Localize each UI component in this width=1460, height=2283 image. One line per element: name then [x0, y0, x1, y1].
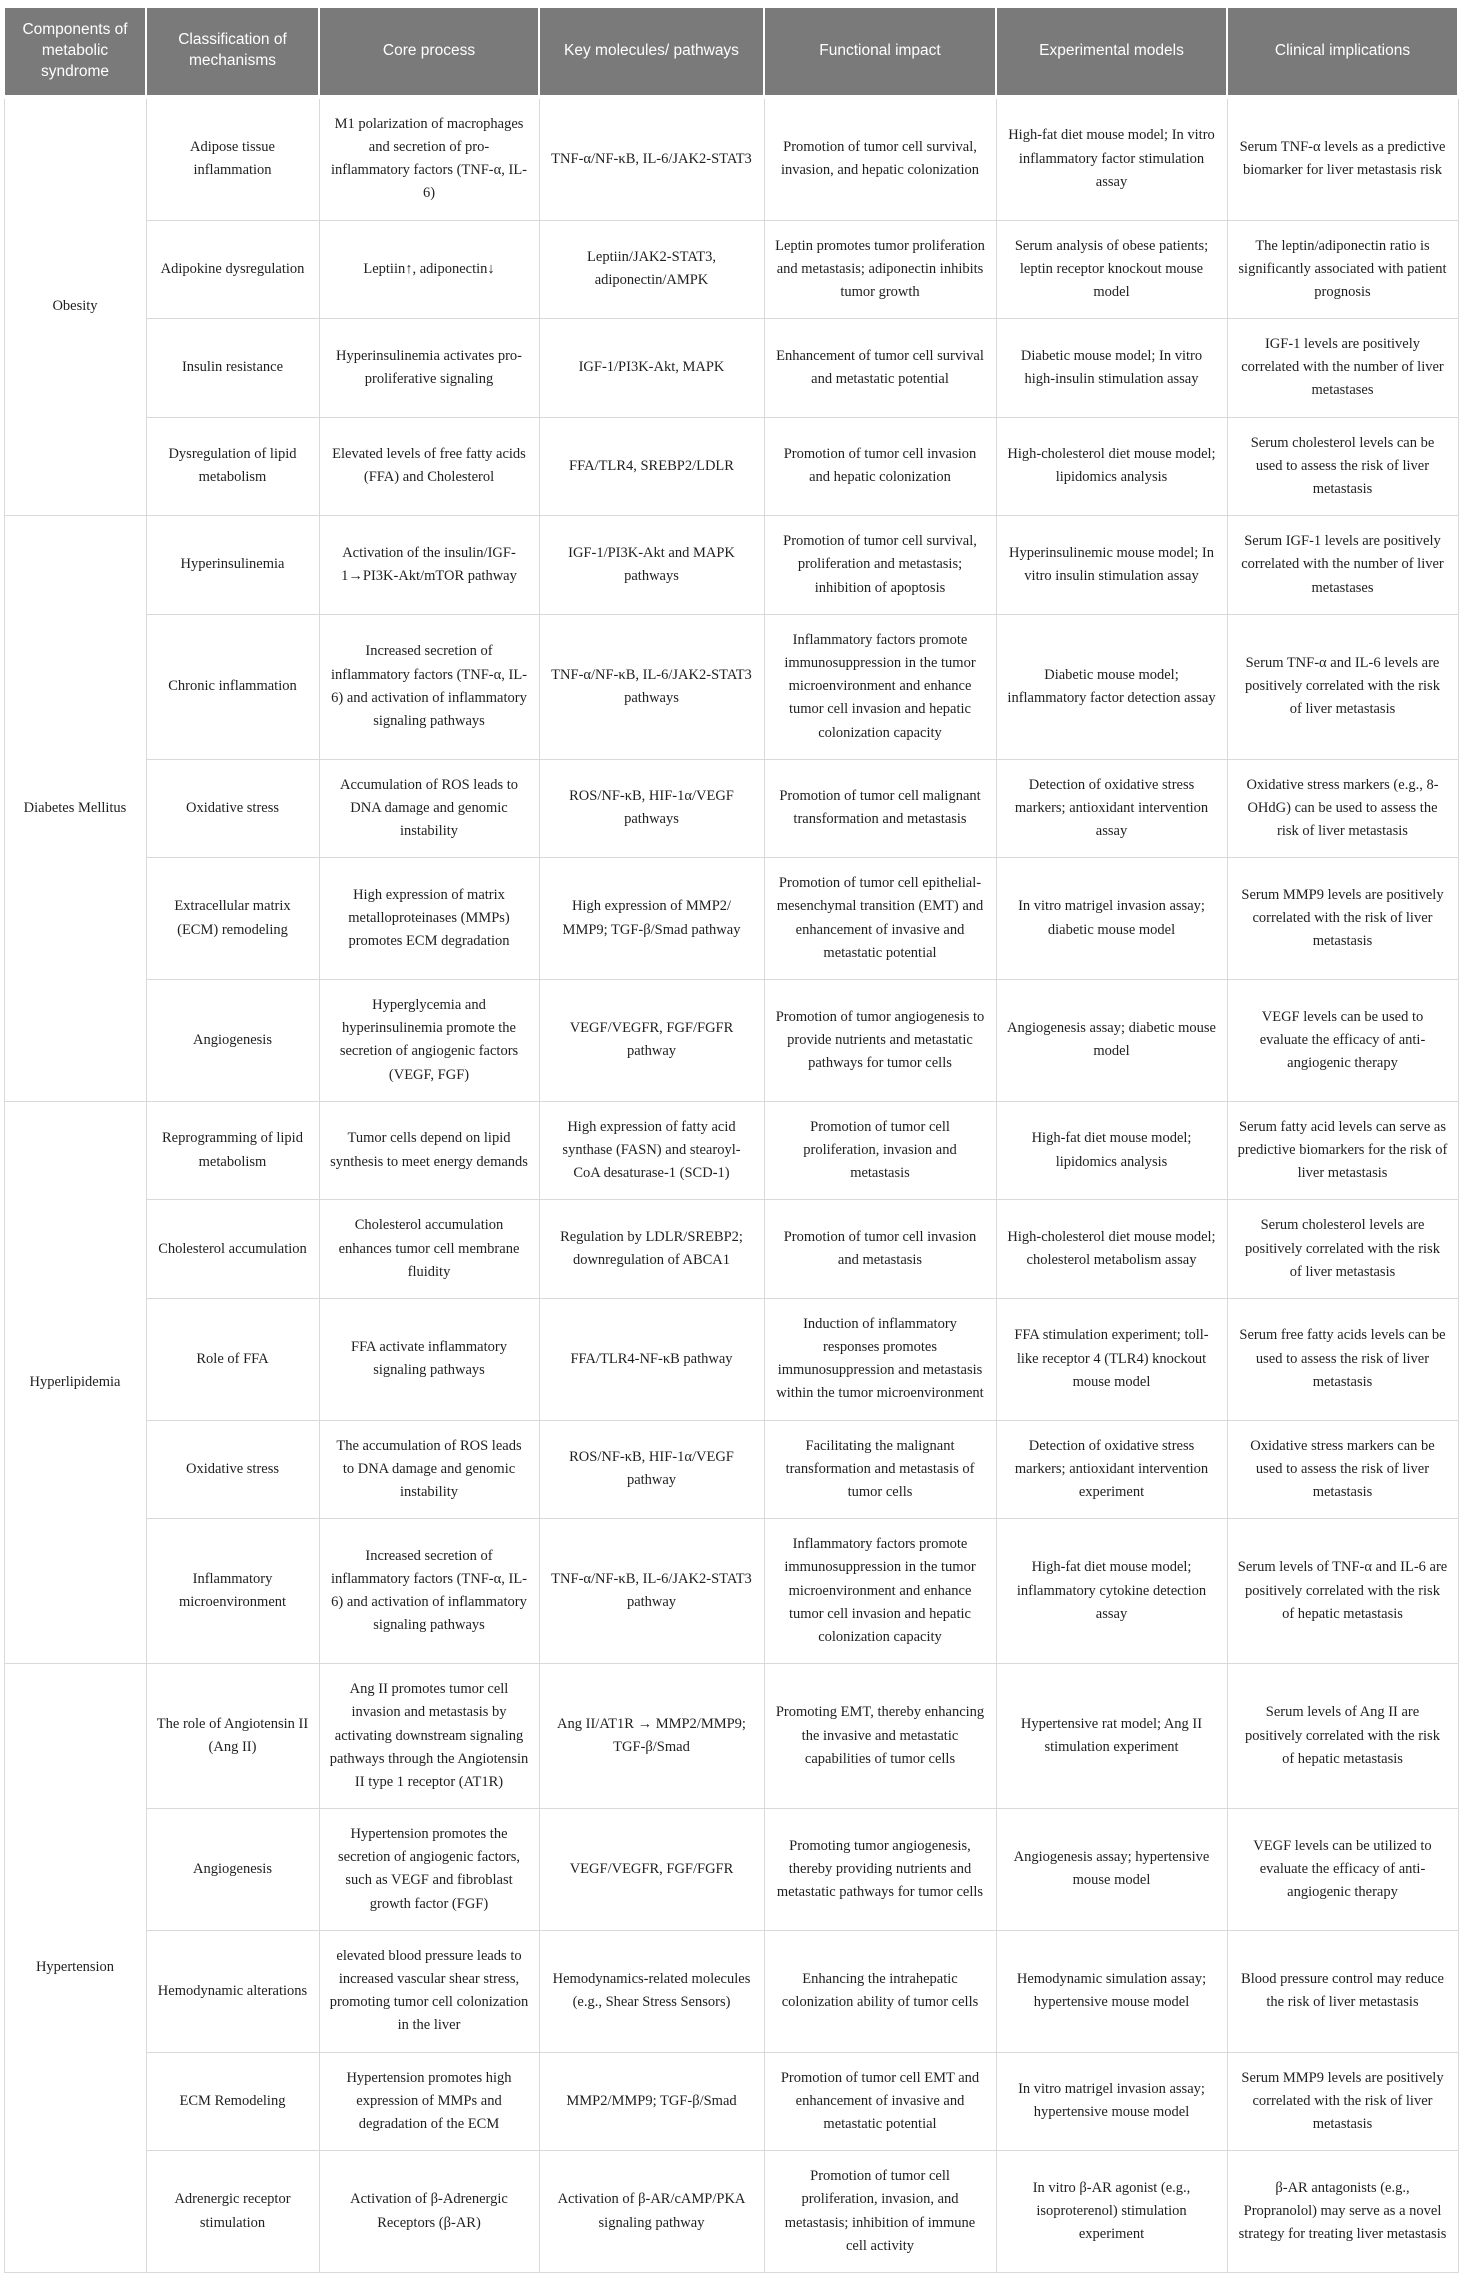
mechanism-cell: Cholesterol accumulation [146, 1200, 319, 1299]
impact-cell: Promoting tumor angiogenesis, thereby providing nutrients and metastatic pathways for tumor cells [764, 1809, 996, 1931]
mechanism-cell: Adipose tissue inflammation [146, 97, 319, 220]
models-cell: Hypertensive rat model; Ang II stimulation experiment [996, 1664, 1227, 1809]
mechanism-cell: ECM Remodeling [146, 2052, 319, 2151]
table-row [4, 220, 1458, 319]
models-cell: In vitro β-AR agonist (e.g., isoproterenol) stimulation experiment [996, 2151, 1227, 2273]
impact-cell: Promotion of tumor cell invasion and metastasis [764, 1200, 996, 1299]
impact-cell: Promotion of tumor cell EMT and enhancement of invasive and metastatic potential [764, 2052, 996, 2151]
impact-cell: Inflammatory factors promote immunosuppression in the tumor microenvironment and enhance tumor cell invasion and hepatic colonization capacity [764, 614, 996, 759]
impact-cell: Promotion of tumor cell epithelial-mesenchymal transition (EMT) and enhancement of invasive and metastatic potential [764, 858, 996, 980]
models-cell: High-fat diet mouse model; lipidomics analysis [996, 1101, 1227, 1200]
mechanism-cell: Adipokine dysregulation [146, 220, 319, 319]
clinical-cell: Serum MMP9 levels are positively correlated with the risk of liver metastasis [1227, 2052, 1458, 2151]
clinical-cell: Blood pressure control may reduce the risk of liver metastasis [1227, 1930, 1458, 2052]
models-cell: High-cholesterol diet mouse model; lipidomics analysis [996, 417, 1227, 516]
mechanism-cell: Adrenergic receptor stimulation [146, 2151, 319, 2273]
clinical-cell: Serum free fatty acids levels can be used to assess the risk of liver metastasis [1227, 1298, 1458, 1420]
table-row [4, 97, 1458, 220]
models-cell: Angiogenesis assay; diabetic mouse model [996, 980, 1227, 1102]
table-row [4, 980, 1458, 1102]
impact-cell: Promotion of tumor cell malignant transformation and metastasis [764, 759, 996, 858]
core-process-cell: M1 polarization of macrophages and secretion of pro-inflammatory factors (TNF-α, IL-6) [319, 97, 539, 220]
table-row [4, 1809, 1458, 1931]
models-cell: Serum analysis of obese patients; leptin receptor knockout mouse model [996, 220, 1227, 319]
table-row [4, 1519, 1458, 1664]
impact-cell: Promotion of tumor cell survival, proliferation and metastasis; inhibition of apoptosis [764, 516, 996, 615]
models-cell: Detection of oxidative stress markers; antioxidant intervention assay [996, 759, 1227, 858]
mechanism-cell: Extracellular matrix (ECM) remodeling [146, 858, 319, 980]
table-row [4, 2052, 1458, 2151]
mechanism-cell: Angiogenesis [146, 980, 319, 1102]
models-cell: Hemodynamic simulation assay; hypertensive mouse model [996, 1930, 1227, 2052]
table-row [4, 319, 1458, 418]
metabolic-syndrome-table [3, 8, 1459, 2273]
mechanism-cell: Dysregulation of lipid metabolism [146, 417, 319, 516]
models-cell: Hyperinsulinemic mouse model; In vitro insulin stimulation assay [996, 516, 1227, 615]
impact-cell: Promoting EMT, thereby enhancing the invasive and metastatic capabilities of tumor cells [764, 1664, 996, 1809]
mechanism-cell: Hemodynamic alterations [146, 1930, 319, 2052]
molecules-cell: Regulation by LDLR/SREBP2; downregulation of ABCA1 [539, 1200, 764, 1299]
table-row [4, 2151, 1458, 2273]
impact-cell: Enhancement of tumor cell survival and metastatic potential [764, 319, 996, 418]
table-row [4, 1200, 1458, 1299]
molecules-cell: TNF-α/NF-κB, IL-6/JAK2-STAT3 [539, 97, 764, 220]
mechanism-cell: Oxidative stress [146, 759, 319, 858]
clinical-cell: Serum levels of TNF-α and IL-6 are positively correlated with the risk of hepatic metastasis [1227, 1519, 1458, 1664]
molecules-cell: TNF-α/NF-κB, IL-6/JAK2-STAT3 pathway [539, 1519, 764, 1664]
mechanism-cell: Angiogenesis [146, 1809, 319, 1931]
models-cell: High-cholesterol diet mouse model; cholesterol metabolism assay [996, 1200, 1227, 1299]
impact-cell: Induction of inflammatory responses promotes immunosuppression and metastasis within the tumor microenvironment [764, 1298, 996, 1420]
component-cell-hypertension: Hypertension [4, 1664, 146, 2273]
core-process-cell: Tumor cells depend on lipid synthesis to meet energy demands [319, 1101, 539, 1200]
impact-cell: Enhancing the intrahepatic colonization ability of tumor cells [764, 1930, 996, 2052]
models-cell: In vitro matrigel invasion assay; diabetic mouse model [996, 858, 1227, 980]
col-header-experimental-models: Experimental models [996, 8, 1227, 97]
molecules-cell: Leptiin/JAK2-STAT3, adiponectin/AMPK [539, 220, 764, 319]
table-row [4, 614, 1458, 759]
models-cell: Diabetic mouse model; In vitro high-insulin stimulation assay [996, 319, 1227, 418]
mechanism-cell: Role of FFA [146, 1298, 319, 1420]
molecules-cell: ROS/NF-κB, HIF-1α/VEGF pathways [539, 759, 764, 858]
core-process-cell: Hypertension promotes high expression of MMPs and degradation of the ECM [319, 2052, 539, 2151]
mechanism-cell: The role of Angiotensin II (Ang II) [146, 1664, 319, 1809]
models-cell: High-fat diet mouse model; In vitro inflammatory factor stimulation assay [996, 97, 1227, 220]
table-row [4, 1930, 1458, 2052]
clinical-cell: Serum cholesterol levels can be used to assess the risk of liver metastasis [1227, 417, 1458, 516]
models-cell: Detection of oxidative stress markers; antioxidant intervention experiment [996, 1420, 1227, 1519]
molecules-cell: IGF-1/PI3K-Akt and MAPK pathways [539, 516, 764, 615]
core-process-cell: Ang II promotes tumor cell invasion and metastasis by activating downstream signaling pathways through the Angiotensin II type 1 receptor (AT1R) [319, 1664, 539, 1809]
clinical-cell: Serum IGF-1 levels are positively correlated with the number of liver metastases [1227, 516, 1458, 615]
core-process-cell: FFA activate inflammatory signaling pathways [319, 1298, 539, 1420]
col-header-key-molecules: Key molecules/ pathways [539, 8, 764, 97]
molecules-cell: VEGF/VEGFR, FGF/FGFR pathway [539, 980, 764, 1102]
molecules-cell: Hemodynamics-related molecules (e.g., Shear Stress Sensors) [539, 1930, 764, 2052]
core-process-cell: Activation of the insulin/IGF-1→PI3K-Akt/mTOR pathway [319, 516, 539, 615]
clinical-cell: Serum fatty acid levels can serve as predictive biomarkers for the risk of liver metastasis [1227, 1101, 1458, 1200]
clinical-cell: Serum TNF-α levels as a predictive biomarker for liver metastasis risk [1227, 97, 1458, 220]
core-process-cell: Increased secretion of inflammatory factors (TNF-α, IL-6) and activation of inflammatory signaling pathways [319, 1519, 539, 1664]
clinical-cell: The leptin/adiponectin ratio is significantly associated with patient prognosis [1227, 220, 1458, 319]
models-cell: FFA stimulation experiment; toll-like receptor 4 (TLR4) knockout mouse model [996, 1298, 1227, 1420]
core-process-cell: Cholesterol accumulation enhances tumor cell membrane fluidity [319, 1200, 539, 1299]
molecules-cell: High expression of MMP2/ MMP9; TGF-β/Smad pathway [539, 858, 764, 980]
clinical-cell: VEGF levels can be used to evaluate the efficacy of anti-angiogenic therapy [1227, 980, 1458, 1102]
mechanism-cell: Chronic inflammation [146, 614, 319, 759]
core-process-cell: elevated blood pressure leads to increased vascular shear stress, promoting tumor cell colonization in the liver [319, 1930, 539, 2052]
impact-cell: Promotion of tumor cell invasion and hepatic colonization [764, 417, 996, 516]
impact-cell: Promotion of tumor cell proliferation, invasion, and metastasis; inhibition of immune cell activity [764, 2151, 996, 2273]
clinical-cell: Serum TNF-α and IL-6 levels are positively correlated with the risk of liver metastasis [1227, 614, 1458, 759]
col-header-functional-impact: Functional impact [764, 8, 996, 97]
table-row [4, 1420, 1458, 1519]
molecules-cell: ROS/NF-κB, HIF-1α/VEGF pathway [539, 1420, 764, 1519]
molecules-cell: TNF-α/NF-κB, IL-6/JAK2-STAT3 pathways [539, 614, 764, 759]
clinical-cell: VEGF levels can be utilized to evaluate the efficacy of anti-angiogenic therapy [1227, 1809, 1458, 1931]
core-process-cell: High expression of matrix metalloproteinases (MMPs) promotes ECM degradation [319, 858, 539, 980]
clinical-cell: IGF-1 levels are positively correlated with the number of liver metastases [1227, 319, 1458, 418]
clinical-cell: Serum MMP9 levels are positively correlated with the risk of liver metastasis [1227, 858, 1458, 980]
col-header-core-process: Core process [319, 8, 539, 97]
models-cell: Angiogenesis assay; hypertensive mouse model [996, 1809, 1227, 1931]
clinical-cell: Serum levels of Ang II are positively correlated with the risk of hepatic metastasis [1227, 1664, 1458, 1809]
col-header-mechanisms: Classification of mechanisms [146, 8, 319, 97]
core-process-cell: Elevated levels of free fatty acids (FFA) and Cholesterol [319, 417, 539, 516]
component-cell-diabetes: Diabetes Mellitus [4, 516, 146, 1102]
clinical-cell: Serum cholesterol levels are positively correlated with the risk of liver metastasis [1227, 1200, 1458, 1299]
core-process-cell: Leptiin↑, adiponectin↓ [319, 220, 539, 319]
impact-cell: Facilitating the malignant transformation and metastasis of tumor cells [764, 1420, 996, 1519]
impact-cell: Leptin promotes tumor proliferation and metastasis; adiponectin inhibits tumor growth [764, 220, 996, 319]
table-row [4, 1664, 1458, 1809]
col-header-components: Components of metabolic syndrome [4, 8, 146, 97]
table-row [4, 858, 1458, 980]
core-process-cell: Hyperglycemia and hyperinsulinemia promote the secretion of angiogenic factors (VEGF, FGF) [319, 980, 539, 1102]
models-cell: High-fat diet mouse model; inflammatory cytokine detection assay [996, 1519, 1227, 1664]
molecules-cell: VEGF/VEGFR, FGF/FGFR [539, 1809, 764, 1931]
clinical-cell: Oxidative stress markers can be used to assess the risk of liver metastasis [1227, 1420, 1458, 1519]
molecules-cell: MMP2/MMP9; TGF-β/Smad [539, 2052, 764, 2151]
molecules-cell: IGF-1/PI3K-Akt, MAPK [539, 319, 764, 418]
core-process-cell: Accumulation of ROS leads to DNA damage and genomic instability [319, 759, 539, 858]
component-cell-obesity: Obesity [4, 97, 146, 516]
molecules-cell: Ang II/AT1R → MMP2/MMP9; TGF-β/Smad [539, 1664, 764, 1809]
models-cell: Diabetic mouse model; inflammatory factor detection assay [996, 614, 1227, 759]
clinical-cell: Oxidative stress markers (e.g., 8-OHdG) can be used to assess the risk of liver metastasis [1227, 759, 1458, 858]
mechanism-cell: Reprogramming of lipid metabolism [146, 1101, 319, 1200]
molecules-cell: Activation of β-AR/cAMP/PKA signaling pathway [539, 2151, 764, 2273]
mechanism-cell: Hyperinsulinemia [146, 516, 319, 615]
core-process-cell: Activation of β-Adrenergic Receptors (β-AR) [319, 2151, 539, 2273]
table-row [4, 1298, 1458, 1420]
impact-cell: Promotion of tumor cell survival, invasion, and hepatic colonization [764, 97, 996, 220]
mechanism-cell: Inflammatory microenvironment [146, 1519, 319, 1664]
molecules-cell: High expression of fatty acid synthase (FASN) and stearoyl-CoA desaturase-1 (SCD-1) [539, 1101, 764, 1200]
component-cell-hyperlipidemia: Hyperlipidemia [4, 1101, 146, 1663]
core-process-cell: The accumulation of ROS leads to DNA damage and genomic instability [319, 1420, 539, 1519]
impact-cell: Promotion of tumor cell proliferation, invasion and metastasis [764, 1101, 996, 1200]
col-header-clinical-implications: Clinical implications [1227, 8, 1458, 97]
table-row [4, 516, 1458, 615]
molecules-cell: FFA/TLR4-NF-κB pathway [539, 1298, 764, 1420]
molecules-cell: FFA/TLR4, SREBP2/LDLR [539, 417, 764, 516]
mechanism-cell: Insulin resistance [146, 319, 319, 418]
core-process-cell: Hypertension promotes the secretion of angiogenic factors, such as VEGF and fibroblast growth factor (FGF) [319, 1809, 539, 1931]
impact-cell: Promotion of tumor angiogenesis to provide nutrients and metastatic pathways for tumor cells [764, 980, 996, 1102]
table-row [4, 759, 1458, 858]
table-row [4, 417, 1458, 516]
clinical-cell: β-AR antagonists (e.g., Propranolol) may serve as a novel strategy for treating liver metastasis [1227, 2151, 1458, 2273]
table-header [4, 8, 1458, 97]
table-row [4, 1101, 1458, 1200]
models-cell: In vitro matrigel invasion assay; hypertensive mouse model [996, 2052, 1227, 2151]
impact-cell: Inflammatory factors promote immunosuppression in the tumor microenvironment and enhance tumor cell invasion and hepatic colonization capacity [764, 1519, 996, 1664]
core-process-cell: Increased secretion of inflammatory factors (TNF-α, IL-6) and activation of inflammatory signaling pathways [319, 614, 539, 759]
core-process-cell: Hyperinsulinemia activates pro-proliferative signaling [319, 319, 539, 418]
mechanism-cell: Oxidative stress [146, 1420, 319, 1519]
